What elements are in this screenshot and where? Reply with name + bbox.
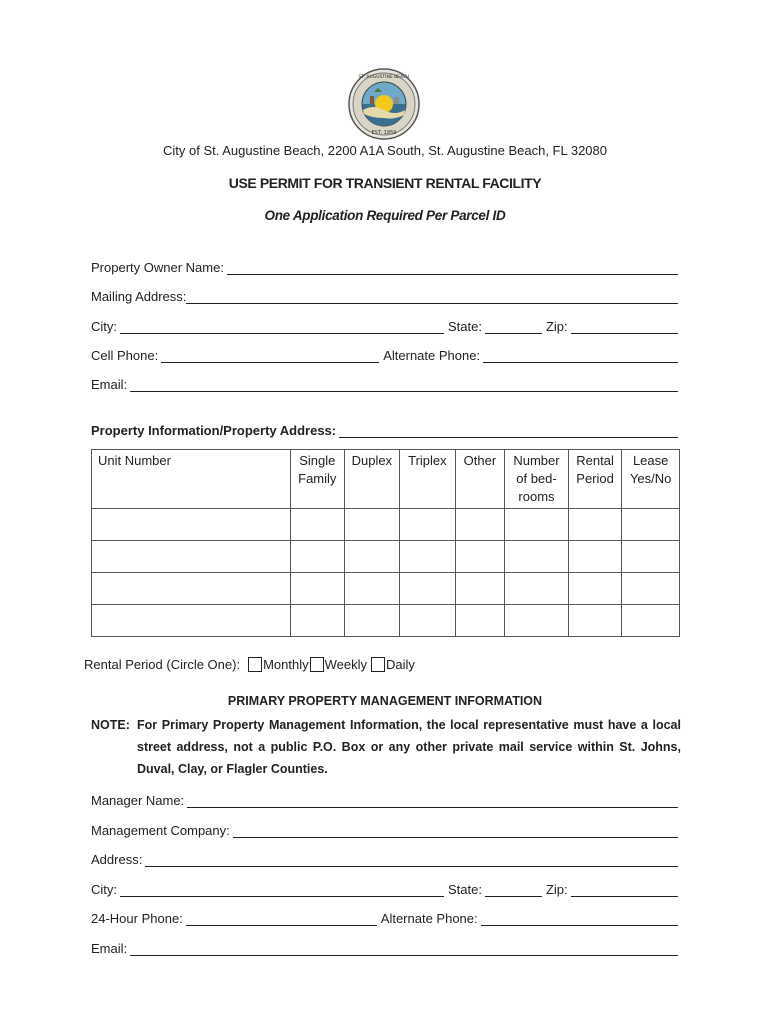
manager-name-row <box>91 790 678 808</box>
owner-state-field[interactable] <box>485 320 542 334</box>
lease-cell[interactable] <box>622 605 680 637</box>
manager-email-field[interactable] <box>130 942 678 956</box>
rental-period-row <box>84 655 415 673</box>
weekly-option-label: Weekly <box>324 656 367 672</box>
mailing-address-field[interactable] <box>186 290 678 304</box>
owner-alt-phone-field[interactable] <box>483 349 678 363</box>
manager-state-field[interactable] <box>485 883 542 897</box>
triplex-cell[interactable] <box>400 509 456 541</box>
manager-alt-phone-field[interactable] <box>481 912 678 926</box>
duplex-cell[interactable] <box>344 541 400 573</box>
phone-24hour-field[interactable] <box>186 912 377 926</box>
table-row <box>92 605 680 637</box>
header-triplex: Triplex <box>400 450 456 509</box>
owner-name-field[interactable] <box>227 261 678 275</box>
note-text: For Primary Property Management Information, the local representative must have a local street address, not a public P.O. Box or any other private mail service within St. Johns, Duval, Clay, or Flagler Counties. <box>137 718 681 776</box>
manager-phone-row <box>91 908 678 926</box>
other-cell[interactable] <box>455 573 505 605</box>
rental-period-cell[interactable] <box>568 573 622 605</box>
owner-alt-phone-label: Alternate Phone: <box>383 348 481 363</box>
property-address-field[interactable] <box>339 424 678 438</box>
single-family-cell[interactable] <box>291 509 345 541</box>
header-bedrooms: Number of bed- rooms <box>505 450 569 509</box>
manager-city-label: City: <box>91 882 117 897</box>
manager-state-label: State: <box>448 882 482 897</box>
owner-zip-field[interactable] <box>571 320 678 334</box>
management-note <box>91 714 681 780</box>
mailing-address-label: Mailing Address: <box>91 289 187 304</box>
owner-city-row <box>91 316 678 334</box>
property-address-label: Property Information/Property Address: <box>91 423 337 438</box>
rental-period-label: Rental Period (Circle One): <box>84 656 241 672</box>
management-company-label: Management Company: <box>91 823 230 838</box>
unit-number-cell[interactable] <box>92 509 291 541</box>
svg-text:EST. 1959: EST. 1959 <box>371 130 397 136</box>
manager-alt-phone-label: Alternate Phone: <box>380 911 478 926</box>
rental-period-cell[interactable] <box>568 509 622 541</box>
header-single-family: Single Family <box>291 450 345 509</box>
duplex-cell[interactable] <box>344 605 400 637</box>
unit-number-cell[interactable] <box>92 573 291 605</box>
duplex-cell[interactable] <box>344 573 400 605</box>
triplex-cell[interactable] <box>400 605 456 637</box>
manager-address-row <box>91 849 678 867</box>
manager-zip-field[interactable] <box>571 883 678 897</box>
manager-city-row <box>91 879 678 897</box>
lease-cell[interactable] <box>622 541 680 573</box>
owner-zip-label: Zip: <box>545 319 568 334</box>
bedrooms-cell[interactable] <box>505 509 569 541</box>
unit-number-cell[interactable] <box>92 605 291 637</box>
owner-name-label: Property Owner Name: <box>91 260 224 275</box>
phone-24hour-label: 24-Hour Phone: <box>91 911 183 926</box>
other-cell[interactable] <box>455 509 505 541</box>
table-row <box>92 509 680 541</box>
cell-phone-field[interactable] <box>161 349 379 363</box>
single-family-cell[interactable] <box>291 605 345 637</box>
mailing-address-row <box>91 286 678 304</box>
bedrooms-cell[interactable] <box>505 541 569 573</box>
form-title: USE PERMIT FOR TRANSIENT RENTAL FACILITY <box>228 175 542 191</box>
daily-option-label: Daily <box>385 656 415 672</box>
city-seal-logo <box>348 68 420 140</box>
city-address: City of St. Augustine Beach, 2200 A1A South, St. Augustine Beach, FL 32080 <box>163 143 607 158</box>
note-label: NOTE: <box>91 718 130 732</box>
lease-cell[interactable] <box>622 573 680 605</box>
bedrooms-cell[interactable] <box>505 573 569 605</box>
manager-name-field[interactable] <box>187 794 678 808</box>
cell-phone-label: Cell Phone: <box>91 348 159 363</box>
header-lease: Lease Yes/No <box>622 450 680 509</box>
monthly-option-label: Monthly <box>263 656 309 672</box>
manager-name-label: Manager Name: <box>91 793 185 808</box>
manager-email-label: Email: <box>91 941 128 956</box>
other-cell[interactable] <box>455 541 505 573</box>
units-table <box>91 449 680 637</box>
management-section-title: PRIMARY PROPERTY MANAGEMENT INFORMATION <box>227 694 543 708</box>
owner-city-field[interactable] <box>120 320 444 334</box>
lease-cell[interactable] <box>622 509 680 541</box>
monthly-checkbox[interactable] <box>248 657 262 672</box>
table-row <box>92 541 680 573</box>
triplex-cell[interactable] <box>400 541 456 573</box>
header-unit-number: Unit Number <box>92 450 291 509</box>
header-rental-period: Rental Period <box>568 450 622 509</box>
manager-city-field[interactable] <box>120 883 444 897</box>
weekly-checkbox[interactable] <box>310 657 324 672</box>
management-company-row <box>91 820 678 838</box>
owner-phone-row <box>91 345 678 363</box>
management-company-field[interactable] <box>233 824 678 838</box>
duplex-cell[interactable] <box>344 509 400 541</box>
owner-state-label: State: <box>448 319 482 334</box>
single-family-cell[interactable] <box>291 573 345 605</box>
rental-period-cell[interactable] <box>568 541 622 573</box>
svg-text:ST. AUGUSTINE BEACH: ST. AUGUSTINE BEACH <box>358 75 410 80</box>
manager-address-field[interactable] <box>145 853 678 867</box>
owner-city-label: City: <box>91 319 117 334</box>
form-subtitle: One Application Required Per Parcel ID <box>264 208 506 223</box>
rental-period-cell[interactable] <box>568 605 622 637</box>
header-duplex: Duplex <box>344 450 400 509</box>
other-cell[interactable] <box>455 605 505 637</box>
owner-name-row <box>91 257 678 275</box>
table-row <box>92 573 680 605</box>
owner-email-row <box>91 374 678 392</box>
manager-email-row <box>91 938 678 956</box>
property-address-row <box>91 420 678 438</box>
triplex-cell[interactable] <box>400 573 456 605</box>
manager-zip-label: Zip: <box>545 882 568 897</box>
units-table-header <box>92 450 680 509</box>
bedrooms-cell[interactable] <box>505 605 569 637</box>
unit-number-cell[interactable] <box>92 541 291 573</box>
owner-email-label: Email: <box>91 377 128 392</box>
owner-email-field[interactable] <box>130 378 678 392</box>
header-other: Other <box>455 450 505 509</box>
single-family-cell[interactable] <box>291 541 345 573</box>
manager-address-label: Address: <box>91 852 143 867</box>
daily-checkbox[interactable] <box>371 657 385 672</box>
